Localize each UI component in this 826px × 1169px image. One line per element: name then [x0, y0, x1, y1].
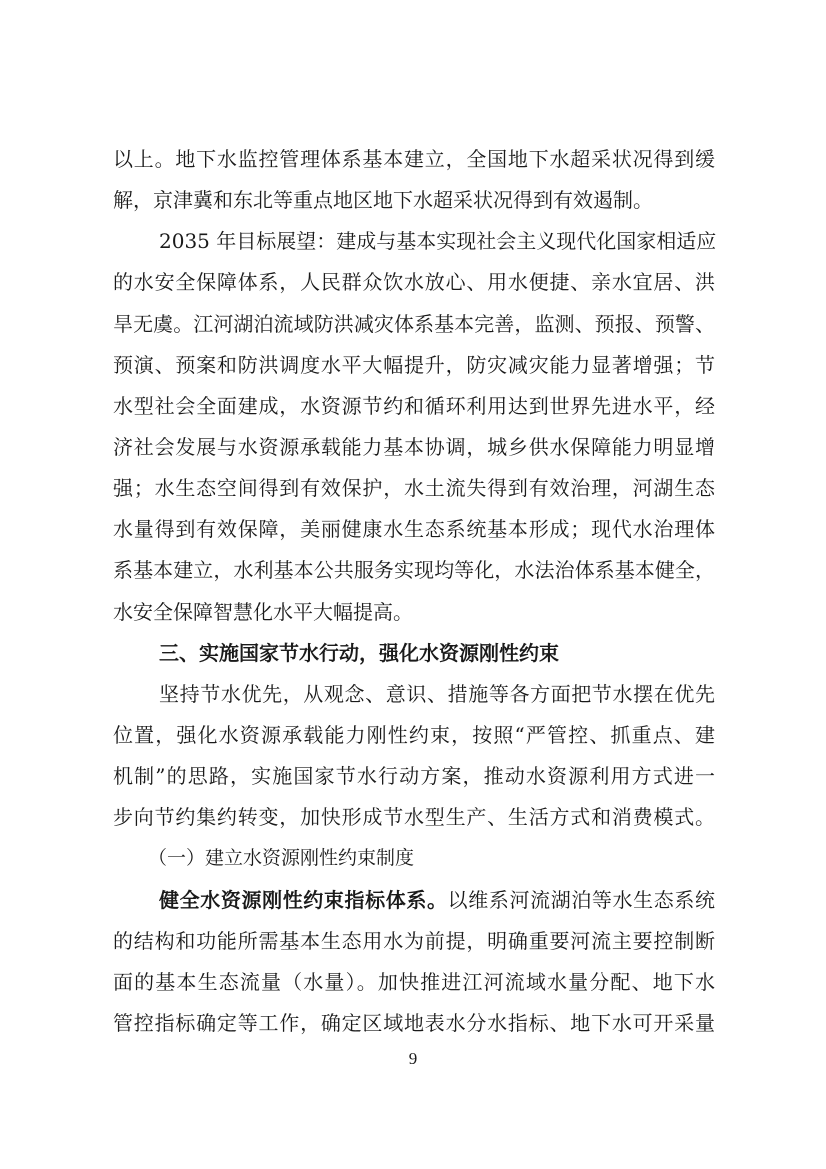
body-line: 预演、预案和防洪调度水平大幅提升，防灾减灾能力显著增强；节	[113, 353, 715, 377]
body-line: 的水安全保障体系，人民群众饮水放心、用水便捷、亲水宜居、洪	[113, 270, 715, 294]
subsection-heading: （一）建立水资源刚性约束制度	[148, 847, 415, 869]
body-line: 面的基本生态流量（水量）。加快推进江河流域水量分配、地下水	[113, 970, 715, 994]
body-line: 管控指标确定等工作，确定区域地表水分水指标、地下水可开采量	[113, 1011, 715, 1035]
body-line: 步向节约集约转变，加快形成节水型生产、生活方式和消费模式。	[113, 805, 715, 829]
body-line: 水安全保障智慧化水平大幅提高。	[113, 600, 413, 624]
body-line: 坚持节水优先，从观念、意识、措施等各方面把节水摆在优先	[159, 682, 715, 706]
body-text: 以维系河流湖泊等水生态系统	[447, 888, 716, 912]
body-line: 系基本建立，水利基本公共服务实现均等化，水法治体系基本健全，	[113, 558, 715, 582]
body-line: 机制”的思路，实施国家节水行动方案，推动水资源利用方式进一	[113, 764, 715, 788]
body-line: 以上。地下水监控管理体系基本建立，全国地下水超采状况得到缓	[113, 147, 715, 171]
body-line: 位置，强化水资源承载能力刚性约束，按照“严管控、抓重点、建	[113, 723, 715, 747]
body-line: 解，京津冀和东北等重点地区地下水超采状况得到有效遏制。	[113, 188, 653, 212]
body-line: 水型社会全面建成，水资源节约和循环利用达到世界先进水平，经	[113, 394, 715, 418]
body-line: 旱无虞。江河湖泊流域防洪减灾体系基本完善，监测、预报、预警、	[113, 312, 715, 336]
subsection-lead: 健全水资源刚性约束指标体系。	[159, 888, 448, 912]
body-line: 强；水生态空间得到有效保护，水土流失得到有效治理，河湖生态	[113, 476, 715, 500]
body-line: 2035 年目标展望：建成与基本实现社会主义现代化国家相适应	[159, 229, 717, 253]
body-line	[159, 887, 715, 913]
body-line: 济社会发展与水资源承载能力基本协调，城乡供水保障能力明显增	[113, 435, 715, 459]
body-line: 的结构和功能所需基本生态用水为前提，明确重要河流主要控制断	[113, 929, 715, 953]
section-heading: 三、实施国家节水行动，强化水资源刚性约束	[159, 641, 559, 665]
page-number: 9	[408, 1049, 418, 1068]
body-line: 水量得到有效保障，美丽健康水生态系统基本形成；现代水治理体	[113, 517, 715, 541]
